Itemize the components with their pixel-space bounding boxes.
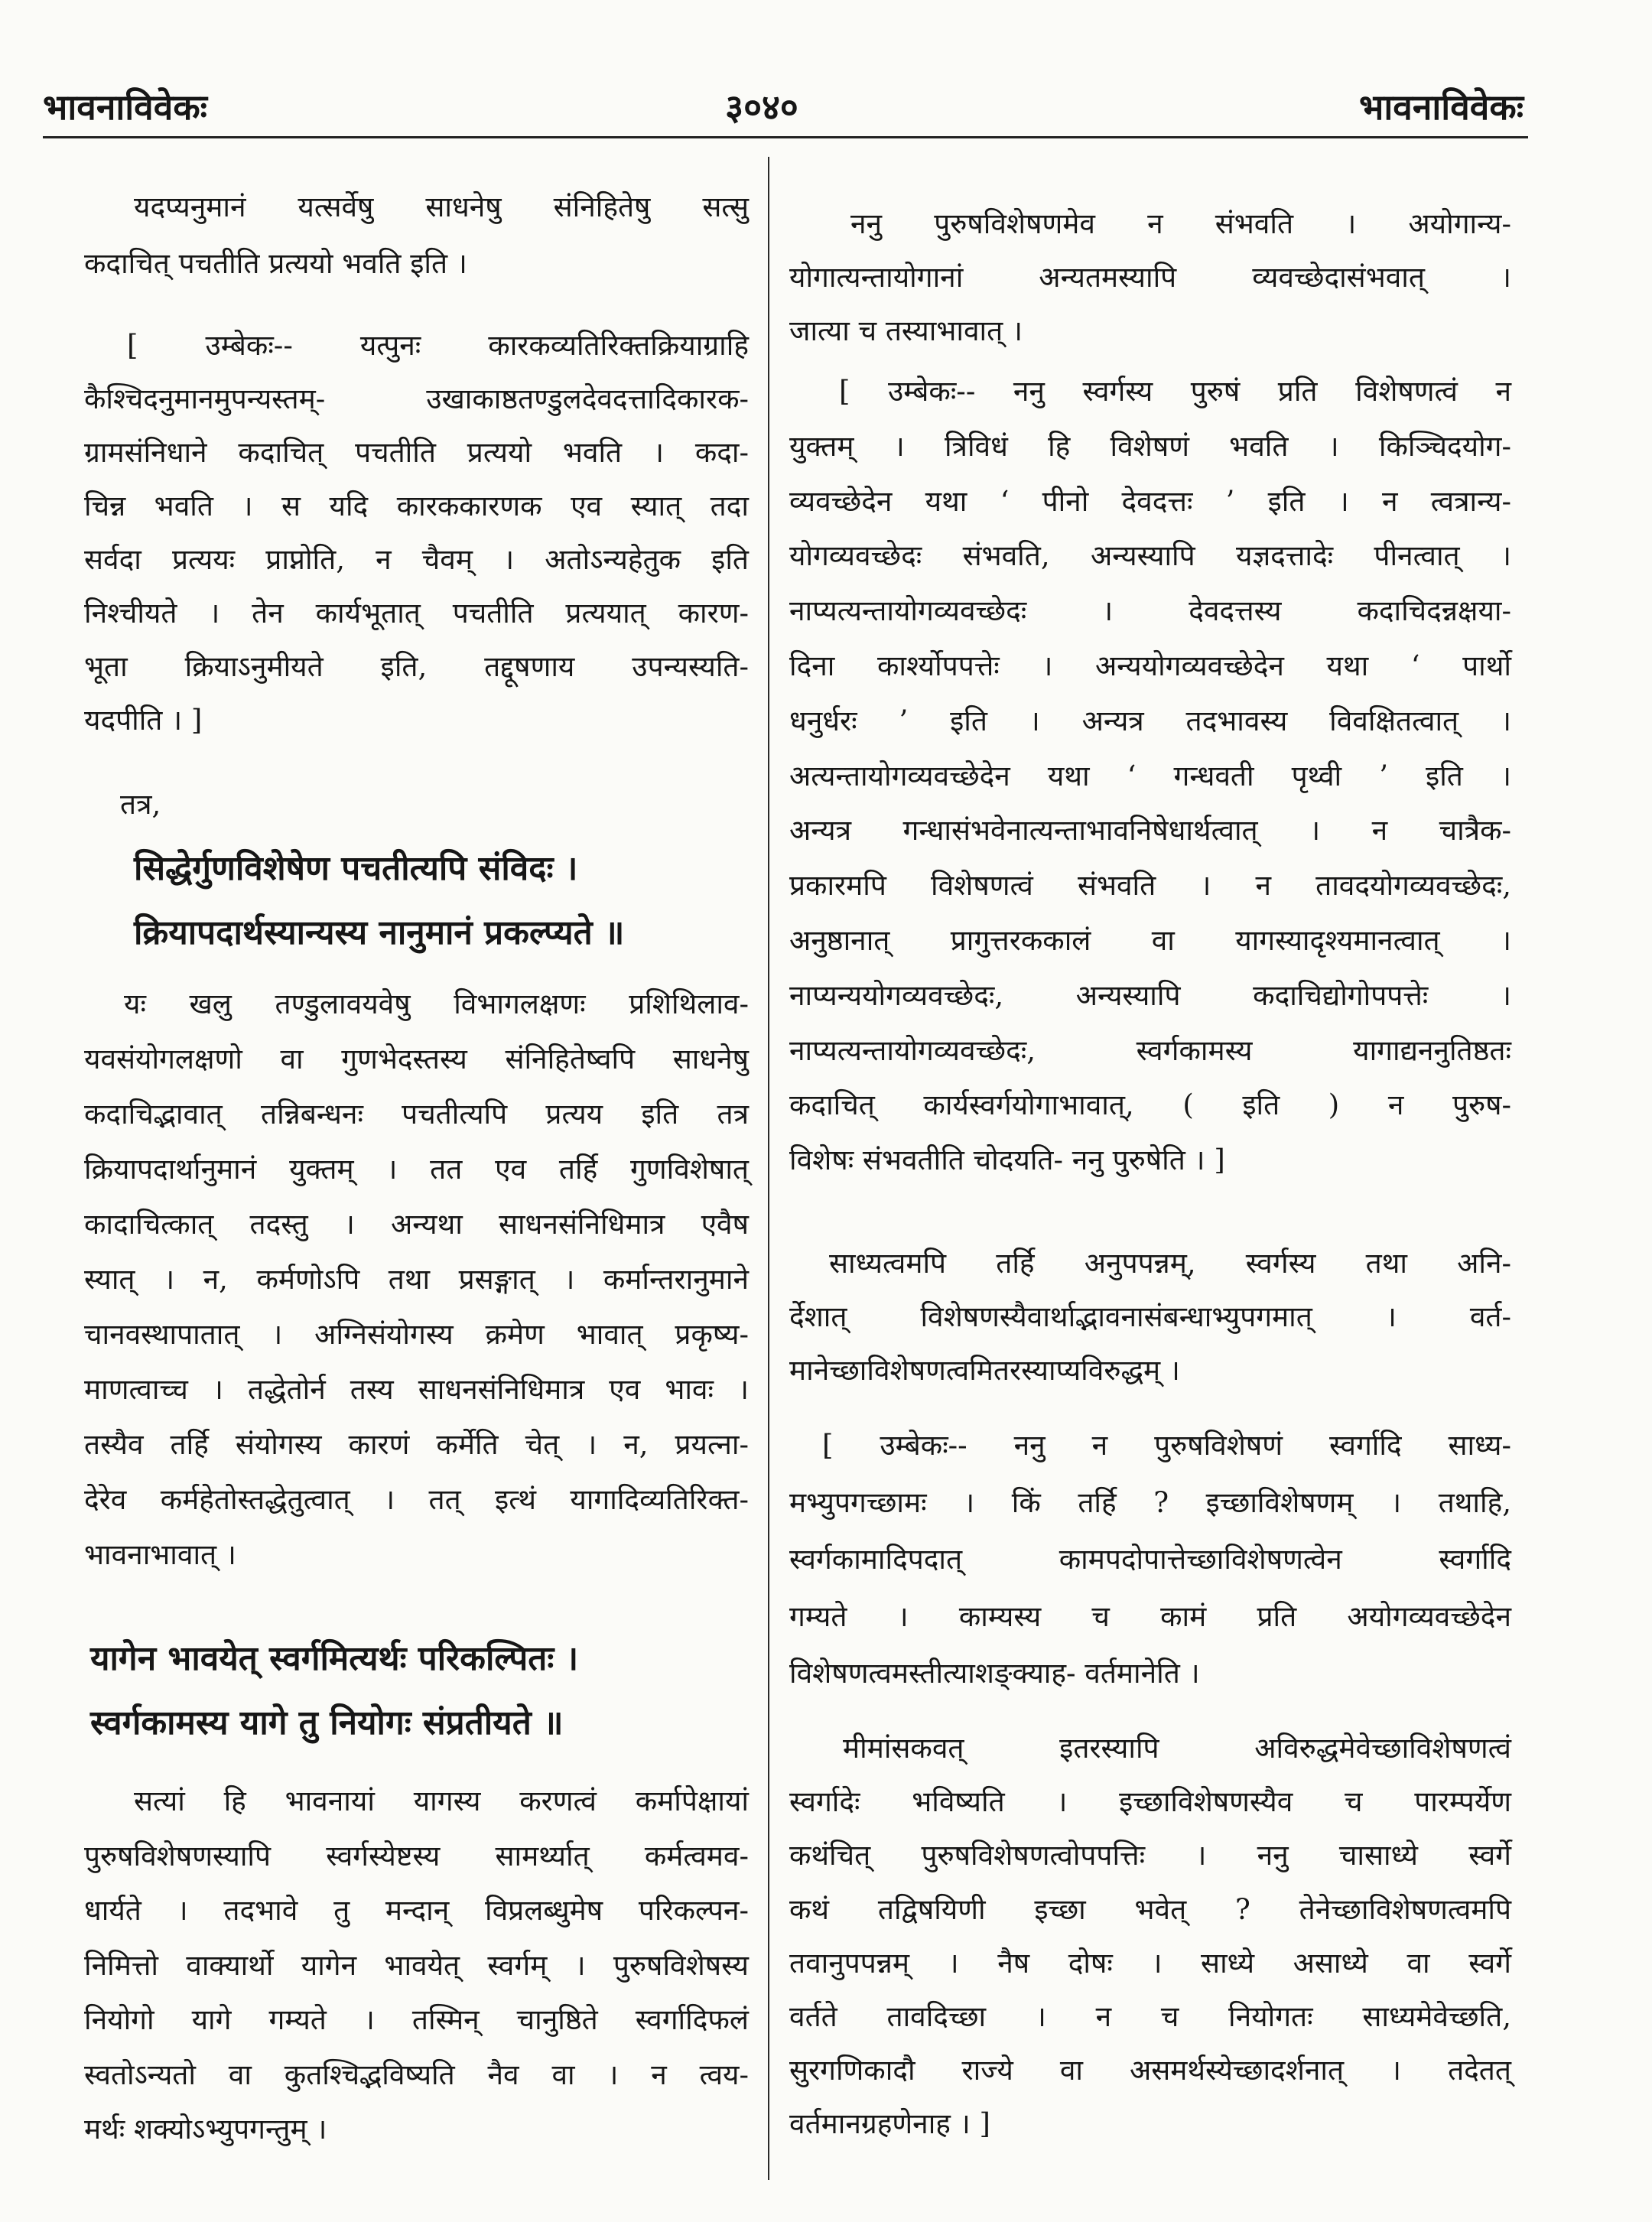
text-line-content: योगव्यवच्छेदः संभवति, अन्यस्यापि यज्ञदत्तादेः पीनत्वात् ।: [789, 539, 1511, 573]
text-line-content: निश्चीयते । तेन कार्यभूतात् पचतीति प्रत्ययात् कारण-: [84, 597, 749, 630]
text-line-content: मभ्युपगच्छामः । किं तर्हि ? इच्छाविशेषणम् । तथाहि,: [789, 1485, 1511, 1519]
text-line-content: भूता क्रियाऽनुमीयते इति, तद्दूषणाय उपन्यस्यति-: [84, 650, 749, 683]
text-line: [84, 236, 750, 292]
text-line: [789, 694, 1512, 749]
text-line: [84, 1472, 750, 1527]
text-line: [789, 1078, 1512, 1133]
text-line-content: सिद्धेर्गुणविशेषेण पचतीत्यपि संविदः ।: [134, 849, 578, 888]
text-line: [789, 304, 1512, 358]
text-line-content: मर्थः शक्योऽभ्युपगन्तुम् ।: [84, 2113, 327, 2146]
text-line: [84, 1307, 750, 1362]
text-line: [84, 1197, 750, 1252]
text-line: [789, 1722, 1512, 1775]
text-line: [84, 1527, 750, 1583]
text-line: [789, 1237, 1512, 1290]
text-line-content: स्वर्गादेः भविष्यति । इच्छाविशेषणस्यैव च पारम्पर्येण: [789, 1785, 1511, 1819]
text-line-content: कदाचिद्भावात् तन्निबन्धनः पचतीत्यपि प्रत्यय इति तत्र: [84, 1098, 749, 1131]
text-line-content: अन्यत्र गन्धासंभवेनात्यन्ताभावनिषेधार्थत्वात् । न चात्रैक-: [789, 814, 1511, 847]
text-line: [789, 419, 1512, 474]
text-line: [84, 977, 750, 1032]
text-line-content: तवानुपपन्नम् । नैष दोषः । साध्ये असाध्ये वा स्वर्गे: [789, 1946, 1511, 1980]
text-line: [84, 2048, 750, 2103]
text-line-content: वर्तमानग्रहणेनाह । ]: [789, 2107, 990, 2141]
text-line: [84, 2102, 750, 2157]
text-line-content: गम्यते । काम्यस्य च कामं प्रति अयोगव्यवच्छेदेन: [789, 1599, 1511, 1633]
text-line: [84, 640, 750, 694]
text-line-content: पुरुषविशेषणस्यापि स्वर्गस्येष्टस्य सामर्थ्यात् कर्मत्वमव-: [84, 1839, 749, 1872]
text-line: [84, 1883, 750, 1938]
text-line-content: क्रियापदार्थानुमानं युक्तम् । तत एव तर्हि गुणविशेषात्: [84, 1153, 749, 1186]
text-line-content: नाप्यत्यन्तायोगव्यवच्छेदः । देवदत्तस्य कदाचिदन्नक्षया-: [789, 594, 1511, 628]
text-line: [789, 749, 1512, 804]
text-line: [84, 1362, 750, 1417]
header-rule: [43, 136, 1528, 138]
text-line: [84, 694, 750, 747]
text-line-content: दिना कार्श्योपपत्तेः । अन्ययोगव्यवच्छेदेन यथा ‘ पार्थो: [789, 649, 1511, 682]
right-paragraph-3: [789, 1722, 1512, 2152]
text-line: [84, 1087, 750, 1142]
text-line-content: [ उम्बेकः-- ननु स्वर्गस्य पुरुषं प्रति विशेषणत्वं न: [839, 375, 1511, 408]
text-line-content: नियोगो यागे गम्यते । तस्मिन् चानुष्ठिते स्वर्गादिफलं: [84, 2003, 749, 2036]
right-umbeka-commentary-1: [789, 364, 1512, 1188]
running-head-left: भावनाविवेकः: [43, 86, 207, 128]
text-line-content: अत्यन्तायोगव्यवच्छेदेन यथा ‘ गन्धवती पृथ्वी ’ इति ।: [789, 759, 1511, 792]
text-line: [84, 587, 750, 640]
text-line-content: चिन्न भवति । स यदि कारककारणक एव स्यात् तदा: [84, 490, 749, 522]
text-line-content: कथंचित् पुरुषविशेषणत्वोपपत्तिः । ननु चासाध्ये स्वर्गे: [789, 1839, 1511, 1872]
text-line-content: व्यवच्छेदेन यथा ‘ पीनो देवदत्तः ’ इति । न त्वत्रान्य-: [789, 484, 1511, 518]
left-verse-2: [90, 1627, 750, 1755]
text-line: [789, 474, 1512, 529]
text-line-content: चानवस्थापातात् । अग्निसंयोगस्य क्रमेण भावात् प्रकृष्य-: [84, 1318, 749, 1351]
text-line-content: धनुर्धरः ’ इति । अन्यत्र तदभावस्य विवक्षितत्वात् ।: [789, 704, 1511, 737]
text-line-content: कथं तद्विषयिणी इच्छा भवेत् ? तेनेच्छाविशेषणत्वमपि: [789, 1892, 1511, 1926]
text-line-content: क्रियापदार्थस्यान्यस्य नानुमानं प्रकल्प्यते ॥: [134, 913, 625, 952]
text-line: [789, 1937, 1512, 1990]
text-line: [789, 1990, 1512, 2044]
text-line: [789, 1829, 1512, 1882]
text-line-content: नाप्यत्यन्तायोगव्यवच्छेदः, स्वर्गकामस्य यागाद्यननुतिष्ठतः: [789, 1033, 1511, 1067]
text-line-content: धार्यते । तदभावे तु मन्दान् विप्रलब्धुमेष परिकल्पन-: [84, 1894, 749, 1927]
text-line: [84, 373, 750, 426]
text-line-content: कदाचित् कार्यस्वर्गयोगाभावात्, ( इति ) न पुरुष-: [789, 1088, 1511, 1122]
text-line: [789, 1290, 1512, 1344]
text-line: [90, 1691, 750, 1755]
running-head-right: भावनाविवेकः: [1359, 86, 1524, 128]
text-line: [789, 2044, 1512, 2097]
left-tatra-line: तत्र,: [120, 788, 161, 821]
text-line-content: विशेषः संभवतीति चोदयति- ननु पुरुषेति । ]: [789, 1144, 1225, 1177]
text-line: [84, 319, 750, 373]
text-line: [789, 1883, 1512, 1937]
text-line-content: भावनाभावात् ।: [84, 1538, 236, 1571]
text-line: [84, 480, 750, 533]
page-number: ३०४०: [725, 86, 798, 128]
text-line: [789, 251, 1512, 304]
text-line-content: माणत्वाच्च । तद्धेतोर्न तस्य साधनसंनिधिमात्र एव भावः ।: [84, 1373, 749, 1406]
text-line-content: जात्या च तस्याभावात् ।: [789, 314, 1023, 347]
text-line: [789, 2097, 1512, 2151]
text-line: [789, 584, 1512, 639]
text-line-content: युक्तम् । त्रिविधं हि विशेषणं भवति । किञ्चिदयोग-: [789, 429, 1511, 463]
text-line-content: योगात्यन्तायोगानां अन्यतमस्यापि व्यवच्छेदासंभवात् ।: [789, 261, 1511, 294]
text-line: [789, 913, 1512, 968]
text-line: [789, 858, 1512, 913]
text-line-content: मानेच्छाविशेषणत्वमितरस्याप्यविरुद्धम् ।: [789, 1354, 1180, 1387]
text-line: [84, 1938, 750, 1993]
text-line: [789, 1417, 1512, 1475]
text-line: [84, 1142, 750, 1197]
text-line-content: साध्यत्वमपि तर्हि अनुपपन्नम्, स्वर्गस्य तथा अनि-: [829, 1247, 1511, 1280]
text-line: [84, 533, 750, 587]
text-line-content: यागेन भावयेत् स्वर्गमित्यर्थः परिकल्पितः ।: [90, 1639, 579, 1678]
text-line: [789, 803, 1512, 858]
text-line: [789, 197, 1512, 251]
text-line-content: मीमांसकवत् इतरस्यापि अविरुद्धमेवेच्छाविशेषणत्वं: [843, 1732, 1511, 1765]
text-line-content: नाप्यन्ययोगव्यवच्छेदः, अन्यस्यापि कदाचिद्योगोपपत्तेः ।: [789, 978, 1511, 1012]
text-line-content: र्देशात् विशेषणस्यैवार्थाद्भावनासंबन्धाभ्युपगमात् । वर्त-: [789, 1300, 1511, 1333]
text-line-content: यदप्यनुमानं यत्सर्वेषु साधनेषु संनिहितेषु सत्सु: [134, 190, 749, 223]
left-paragraph-2: [84, 977, 750, 1583]
text-line-content: [ उम्बेकः-- यत्पुनः कारकव्यतिरिक्तक्रियाग्राहि: [127, 329, 749, 362]
text-line: [134, 901, 750, 965]
text-line: [84, 426, 750, 480]
left-verse-1: [134, 837, 750, 965]
text-line: [84, 1774, 750, 1829]
left-umbeka-commentary: [84, 319, 750, 747]
text-line: [84, 179, 750, 236]
text-line: [789, 364, 1512, 419]
right-umbeka-commentary-2: [789, 1417, 1512, 1703]
column-divider: [768, 157, 769, 2180]
text-line-content: निमित्तो वाक्यार्थो यागेन भावयेत् स्वर्गम् । पुरुषविशेषस्य: [84, 1948, 749, 1982]
text-line-content: विशेषणत्वमस्तीत्याशङ्क्याह- वर्तमानेति ।: [789, 1657, 1200, 1690]
text-line-content: [ उम्बेकः-- ननु न पुरुषविशेषणं स्वर्गादि साध्य-: [822, 1429, 1511, 1462]
left-intro-paragraph: [84, 179, 750, 292]
right-paragraph-2: [789, 1237, 1512, 1397]
text-line-content: स्वर्गकामस्य यागे तु नियोगः संप्रतीयते ॥: [90, 1703, 564, 1742]
text-line-content: स्वतोऽन्यतो वा कुतश्चिद्भविष्यति नैव वा । न त्वय-: [84, 2058, 749, 2091]
text-line: [84, 1032, 750, 1087]
text-line: [84, 1417, 750, 1472]
text-line: [789, 529, 1512, 584]
text-line: [84, 1993, 750, 2048]
text-line: [84, 1252, 750, 1307]
text-line-content: प्रकारमपि विशेषणत्वं संभवति । न तावदयोगव्यवच्छेदः,: [789, 869, 1511, 903]
text-line-content: सुरगणिकादौ राज्ये वा असमर्थस्येच्छादर्शनात् । तदेतत्: [789, 2054, 1511, 2087]
text-line: [789, 1133, 1512, 1188]
text-line-content: सत्यां हि भावनायां यागस्य करणत्वं कर्मापेक्षायां: [134, 1784, 749, 1817]
text-line-content: कादाचित्कात् तदस्तु । अन्यथा साधनसंनिधिमात्र एवैष: [84, 1208, 749, 1241]
text-line: [789, 1589, 1512, 1646]
text-line-content: यवसंयोगलक्षणो वा गुणभेदस्तस्य संनिहितेष्वपि साधनेषु: [84, 1043, 749, 1075]
right-paragraph-1: [789, 197, 1512, 358]
text-line-content: वर्तते तावदिच्छा । न च नियोगतः साध्यमेवेच्छति,: [789, 2000, 1511, 2034]
text-line: [789, 1645, 1512, 1703]
text-line: [789, 968, 1512, 1023]
text-line-content: यदपीति । ]: [84, 704, 203, 737]
text-line: [789, 1344, 1512, 1397]
text-line-content: कैश्चिदनुमानमुपन्यस्तम्- उखाकाष्ठतण्डुलदेवदत्तादिकारक-: [84, 382, 749, 415]
text-line-content: स्यात् । न, कर्मणोऽपि तथा प्रसङ्गात् । कर्मान्तरानुमाने: [84, 1263, 749, 1296]
text-line: [789, 1531, 1512, 1589]
text-line-content: स्वर्गकामादिपदात् कामपदोपात्तेच्छाविशेषणत्वेन स्वर्गादि: [789, 1543, 1511, 1576]
text-line: [84, 1829, 750, 1884]
text-line: [789, 1775, 1512, 1829]
text-line: [789, 1023, 1512, 1078]
text-line-content: यः खलु तण्डुलावयवेषु विभागलक्षणः प्रशिथिलाव-: [124, 987, 749, 1020]
text-line-content: अनुष्ठानात् प्रागुत्तरककालं वा यागस्यादृश्यमानत्वात् ।: [789, 923, 1511, 957]
text-line-content: सर्वदा प्रत्ययः प्राप्नोति, न चैवम् । अतोऽन्यहेतुक इति: [84, 543, 749, 576]
left-paragraph-3: [84, 1774, 750, 2157]
text-line: [90, 1627, 750, 1691]
text-line-content: ग्रामसंनिधाने कदाचित् पचतीति प्रत्ययो भवति । कदा-: [84, 436, 749, 469]
text-line-content: कदाचित् पचतीति प्रत्ययो भवति इति ।: [84, 247, 467, 280]
text-line: [789, 639, 1512, 694]
text-line-content: ननु पुरुषविशेषणमेव न संभवति । अयोगान्य-: [850, 207, 1511, 240]
text-line: [134, 837, 750, 901]
text-line: [789, 1475, 1512, 1532]
text-line-content: देरेव कर्महेतोस्तद्धेतुत्वात् । तत् इत्थं यागादिव्यतिरिक्त-: [84, 1483, 749, 1516]
text-line-content: तस्यैव तर्हि संयोगस्य कारणं कर्मेति चेत् । न, प्रयत्ना-: [84, 1428, 749, 1461]
